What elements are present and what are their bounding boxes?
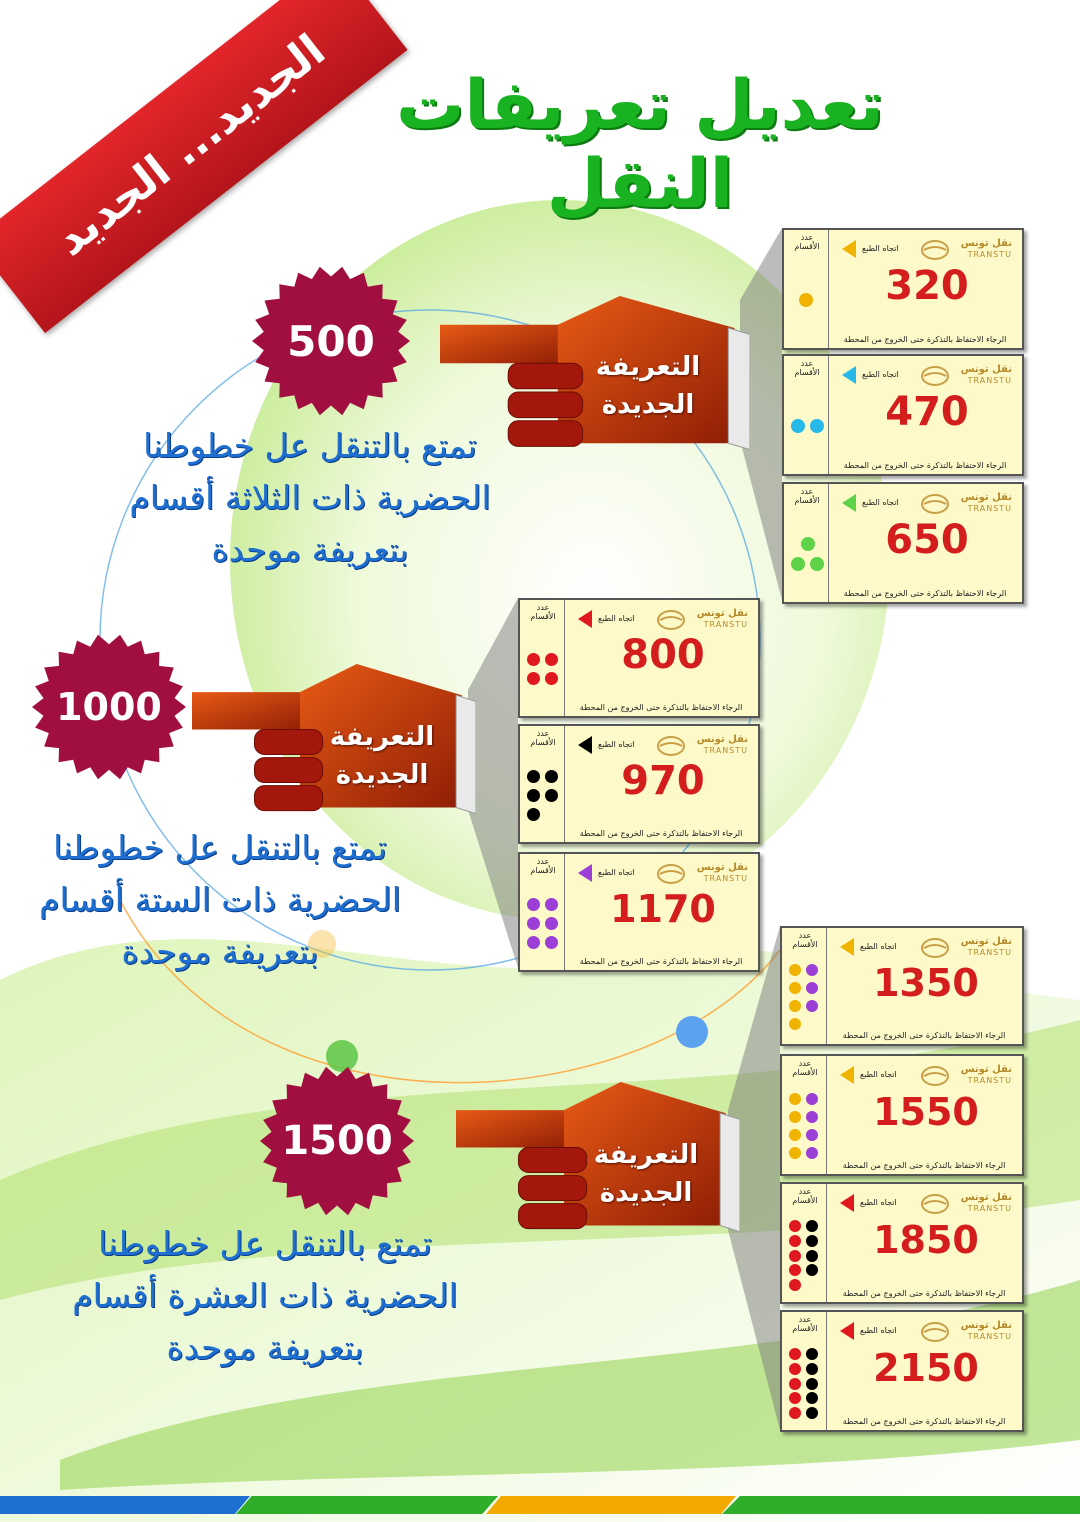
ribbon-text: الجديد... الجديد — [45, 24, 335, 266]
ticket-divider — [828, 484, 829, 602]
ticket-1550 — [780, 1054, 1024, 1176]
transtu-logo — [926, 1062, 1014, 1092]
section-dot — [806, 1407, 818, 1419]
sections-label: عدد الأقسام — [794, 487, 820, 505]
pointing-hand-2 — [192, 664, 476, 820]
logo-arabic: نقل تونس — [960, 1064, 1012, 1075]
sections-label: عدد الأقسام — [792, 1315, 818, 1333]
section-dot — [806, 1348, 818, 1360]
section-dot — [791, 419, 805, 433]
section-dot — [545, 653, 558, 666]
desc-line: بتعريفة موحدة — [121, 932, 319, 971]
section-dot — [806, 1093, 818, 1105]
logo-arabic: نقل تونس — [960, 238, 1012, 249]
burst-price: 1500 — [281, 1118, 393, 1164]
ticket-footer: الرجاء الاحتفاظ بالتذكرة حتى الخروج من المحطة — [842, 1031, 1006, 1040]
section-dot — [789, 1147, 801, 1159]
section-dot — [789, 1392, 801, 1404]
ticket-footer: الرجاء الاحتفاظ بالتذكرة حتى الخروج من المحطة — [842, 1417, 1006, 1426]
section-dot — [545, 672, 558, 685]
bottom-bar-green — [236, 1496, 498, 1514]
logo-swoosh-icon — [920, 1320, 950, 1344]
direction-arrow-icon — [840, 1194, 854, 1212]
section-dot — [789, 1093, 801, 1105]
ticket-footer: الرجاء الاحتفاظ بالتذكرة حتى الخروج من المحطة — [579, 957, 743, 966]
direction-arrow-icon — [840, 938, 854, 956]
direction-label: اتجاه الطبع — [860, 942, 897, 951]
logo-swoosh-icon — [920, 492, 950, 516]
burst-price: 500 — [287, 316, 375, 366]
sleeve-cuff — [728, 328, 750, 450]
section-dot — [789, 1250, 801, 1262]
section-dot — [789, 1264, 801, 1276]
hand-label: التعريفة الجديدة — [595, 352, 701, 420]
ticket-divider — [828, 356, 829, 474]
logo-swoosh-icon — [920, 1064, 950, 1088]
ticket-320 — [782, 228, 1024, 350]
index-finger — [192, 692, 311, 729]
direction-label: اتجاه الطبع — [862, 498, 899, 507]
direction-arrow-icon — [840, 1322, 854, 1340]
burst-price: 1000 — [56, 685, 162, 729]
ticket-price: 1170 — [610, 887, 716, 931]
ticket-price: 1550 — [873, 1090, 979, 1134]
logo-latin: TRANSTU — [967, 250, 1012, 259]
logo-latin: TRANSTU — [703, 874, 748, 883]
direction-arrow-icon — [578, 736, 592, 754]
ticket-price: 470 — [885, 389, 969, 435]
direction-label: اتجاه الطبع — [860, 1198, 897, 1207]
section-dot — [789, 964, 801, 976]
bottom-bar-orange — [486, 1496, 736, 1514]
hand-label: التعريفة الجديدة — [593, 1140, 699, 1208]
ticket-footer: الرجاء الاحتفاظ بالتذكرة حتى الخروج من المحطة — [843, 461, 1007, 470]
ticket-price: 1850 — [873, 1218, 979, 1262]
logo-swoosh-icon — [656, 862, 686, 886]
group-description-2 — [30, 822, 410, 978]
direction-arrow-icon — [840, 1066, 854, 1084]
sections-label: عدد الأقسام — [792, 1187, 818, 1205]
section-dot — [806, 1220, 818, 1232]
section-dot — [545, 917, 558, 930]
logo-swoosh-icon — [656, 608, 686, 632]
price-burst-500 — [252, 266, 410, 416]
ticket-price: 970 — [621, 758, 705, 804]
section-dot — [806, 982, 818, 994]
logo-arabic: نقل تونس — [960, 1192, 1012, 1203]
ticket-1850 — [780, 1182, 1024, 1304]
section-dot — [806, 1378, 818, 1390]
ticket-1170 — [518, 852, 760, 972]
sections-label: عدد الأقسام — [794, 359, 820, 377]
section-dot — [789, 1363, 801, 1375]
section-dot — [789, 1000, 801, 1012]
direction-arrow-icon — [842, 366, 856, 384]
logo-arabic: نقل تونس — [960, 492, 1012, 503]
direction-arrow-icon — [842, 494, 856, 512]
price-burst-1000 — [32, 634, 186, 780]
section-dot — [806, 1264, 818, 1276]
bottom-bar-blue — [0, 1496, 250, 1514]
ticket-650 — [782, 482, 1024, 604]
bottom-bar-green-2 — [722, 1496, 1080, 1514]
direction-label: اتجاه الطبع — [598, 868, 635, 877]
hand-label: التعريفة الجديدة — [329, 722, 435, 790]
section-dot — [545, 770, 558, 783]
section-dot — [545, 789, 558, 802]
ticket-800 — [518, 598, 760, 718]
logo-latin: TRANSTU — [967, 376, 1012, 385]
direction-label: اتجاه الطبع — [598, 614, 635, 623]
logo-latin: TRANSTU — [967, 1076, 1012, 1085]
logo-arabic: نقل تونس — [696, 734, 748, 745]
sections-label: عدد الأقسام — [530, 857, 556, 875]
ticket-price: 320 — [885, 263, 969, 309]
sections-label: عدد الأقسام — [530, 729, 556, 747]
section-dot — [791, 557, 805, 571]
logo-arabic: نقل تونس — [696, 608, 748, 619]
logo-latin: TRANSTU — [703, 746, 748, 755]
ticket-divider — [564, 600, 565, 716]
section-dot — [810, 557, 824, 571]
transtu-logo — [926, 236, 1014, 266]
desc-line: تمتع بالتنقل عل خطوطنا — [98, 1224, 432, 1263]
direction-arrow-icon — [842, 240, 856, 258]
section-dot — [789, 1279, 801, 1291]
ticket-price: 650 — [885, 517, 969, 563]
section-dot — [527, 789, 540, 802]
ticket-price: 800 — [621, 632, 705, 678]
ticket-footer: الرجاء الاحتفاظ بالتذكرة حتى الخروج من المحطة — [579, 829, 743, 838]
ticket-divider — [564, 726, 565, 842]
direction-label: اتجاه الطبع — [860, 1070, 897, 1079]
section-dot — [789, 1235, 801, 1247]
desc-line: الحضرية ذات الستة أقسام — [39, 880, 401, 919]
section-dot — [806, 1147, 818, 1159]
ticket-divider — [826, 928, 827, 1044]
ticket-footer: الرجاء الاحتفاظ بالتذكرة حتى الخروج من المحطة — [843, 335, 1007, 344]
transtu-logo — [926, 934, 1014, 964]
section-dot — [789, 1378, 801, 1390]
ticket-footer: الرجاء الاحتفاظ بالتذكرة حتى الخروج من المحطة — [842, 1289, 1006, 1298]
price-burst-1500 — [260, 1066, 414, 1216]
index-finger — [456, 1110, 575, 1147]
ticket-divider — [826, 1184, 827, 1302]
section-dot — [527, 936, 540, 949]
logo-latin: TRANSTU — [967, 504, 1012, 513]
sections-label: عدد الأقسام — [792, 931, 818, 949]
section-dot — [806, 1250, 818, 1262]
section-dot — [789, 1018, 801, 1030]
group-description-3 — [60, 1218, 470, 1374]
index-finger — [440, 325, 570, 363]
ticket-divider — [828, 230, 829, 348]
section-dot — [789, 1407, 801, 1419]
desc-line: الحضرية ذات العشرة أقسام — [72, 1276, 458, 1315]
sections-label: عدد الأقسام — [792, 1059, 818, 1077]
direction-label: اتجاه الطبع — [862, 244, 899, 253]
logo-arabic: نقل تونس — [696, 862, 748, 873]
ticket-divider — [564, 854, 565, 970]
section-dot — [806, 1129, 818, 1141]
ticket-470 — [782, 354, 1024, 476]
transtu-logo — [926, 1318, 1014, 1348]
section-dot — [806, 1392, 818, 1404]
logo-latin: TRANSTU — [967, 1332, 1012, 1341]
desc-line: الحضرية ذات الثلاثة أقسام — [129, 478, 491, 517]
logo-swoosh-icon — [656, 734, 686, 758]
ticket-price: 2150 — [873, 1346, 979, 1390]
page-title: تعديل تعريفات النقل — [396, 66, 884, 224]
section-dot — [799, 293, 813, 307]
sections-label: عدد الأقسام — [794, 233, 820, 251]
section-dot — [789, 1129, 801, 1141]
section-dot — [789, 1220, 801, 1232]
ticket-2150 — [780, 1310, 1024, 1432]
section-dot — [527, 653, 540, 666]
logo-swoosh-icon — [920, 364, 950, 388]
section-dot — [806, 964, 818, 976]
ticket-footer: الرجاء الاحتفاظ بالتذكرة حتى الخروج من المحطة — [579, 703, 743, 712]
section-dot — [810, 419, 824, 433]
logo-swoosh-icon — [920, 238, 950, 262]
section-dot — [789, 1111, 801, 1123]
ticket-footer: الرجاء الاحتفاظ بالتذكرة حتى الخروج من المحطة — [842, 1161, 1006, 1170]
desc-line: تمتع بالتنقل عل خطوطنا — [53, 828, 387, 867]
desc-line: بتعريفة موحدة — [211, 530, 409, 569]
pointing-hand-3 — [456, 1082, 740, 1238]
direction-label: اتجاه الطبع — [598, 740, 635, 749]
direction-label: اتجاه الطبع — [862, 370, 899, 379]
section-dot — [789, 982, 801, 994]
section-dot — [527, 917, 540, 930]
ticket-1350 — [780, 926, 1024, 1046]
logo-latin: TRANSTU — [967, 948, 1012, 957]
section-dot — [545, 898, 558, 911]
curled-finger — [508, 421, 582, 447]
transtu-logo — [926, 362, 1014, 392]
desc-line: تمتع بالتنقل عل خطوطنا — [143, 426, 477, 465]
logo-swoosh-icon — [920, 1192, 950, 1216]
section-dot — [806, 1111, 818, 1123]
direction-arrow-icon — [578, 610, 592, 628]
section-dot — [806, 1000, 818, 1012]
section-dot — [527, 770, 540, 783]
desc-line: بتعريفة موحدة — [166, 1328, 364, 1367]
transtu-logo — [926, 1190, 1014, 1220]
ticket-price: 1350 — [873, 961, 979, 1005]
sections-label: عدد الأقسام — [530, 603, 556, 621]
transtu-logo — [662, 860, 750, 890]
ticket-footer: الرجاء الاحتفاظ بالتذكرة حتى الخروج من المحطة — [843, 589, 1007, 598]
section-dot — [527, 898, 540, 911]
section-dot — [801, 537, 815, 551]
section-dot — [527, 808, 540, 821]
ticket-divider — [826, 1312, 827, 1430]
section-dot — [545, 936, 558, 949]
logo-latin: TRANSTU — [703, 620, 748, 629]
direction-label: اتجاه الطبع — [860, 1326, 897, 1335]
logo-arabic: نقل تونس — [960, 1320, 1012, 1331]
section-dot — [527, 672, 540, 685]
section-dot — [806, 1363, 818, 1375]
logo-arabic: نقل تونس — [960, 936, 1012, 947]
section-dot — [789, 1348, 801, 1360]
group-description-1 — [120, 420, 500, 576]
logo-latin: TRANSTU — [967, 1204, 1012, 1213]
section-dot — [806, 1235, 818, 1247]
logo-arabic: نقل تونس — [960, 364, 1012, 375]
transtu-logo — [926, 490, 1014, 520]
direction-arrow-icon — [578, 864, 592, 882]
ticket-divider — [826, 1056, 827, 1174]
ticket-970 — [518, 724, 760, 844]
logo-swoosh-icon — [920, 936, 950, 960]
